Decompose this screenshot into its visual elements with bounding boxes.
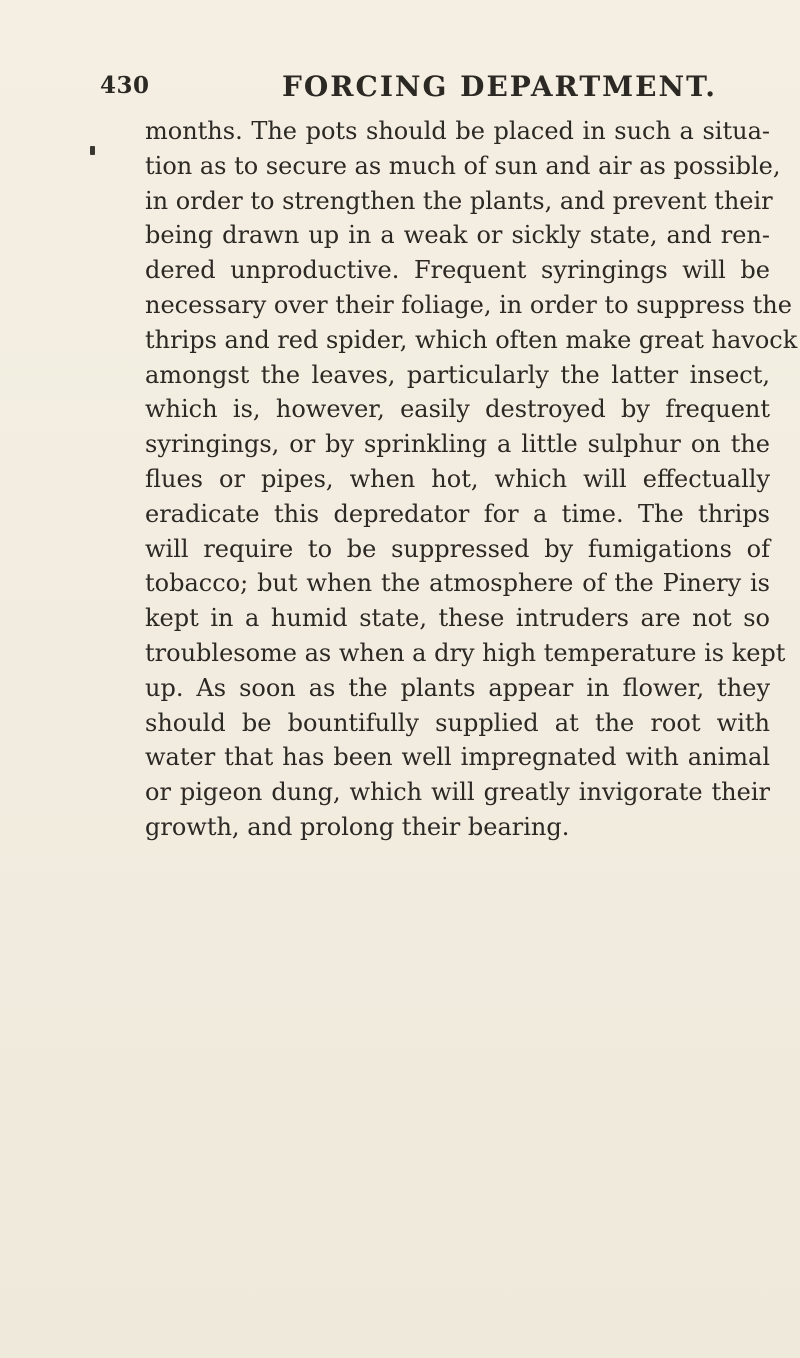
text-line: being drawn up in a weak or sickly state, and ren- (145, 221, 770, 250)
text-line: necessary over their foliage, in order to suppress the (145, 290, 792, 319)
text-line-last: growth, and prolong their bearing. (145, 812, 570, 841)
text-line: tion as to secure as much of sun and air as possible, (145, 151, 781, 180)
text-line: amongst the leaves, particularly the latter insect, (145, 360, 770, 389)
body-paragraph (145, 114, 798, 845)
text-line: eradicate this depredator for a time. The thrips (145, 499, 770, 528)
text-line: syringings, or by sprinkling a little sulphur on the (145, 430, 770, 459)
text-line: thrips and red spider, which often make great havock (145, 325, 798, 354)
page-number: 430 (100, 72, 150, 99)
running-title: FORCING DEPARTMENT. (282, 70, 718, 103)
text-line: up. As soon as the plants appear in flower, they (145, 673, 770, 702)
text-line: or pigeon dung, which will greatly invigorate their (145, 778, 770, 807)
text-line: dered unproductive. Frequent syringings will be (145, 256, 770, 285)
text-line: in order to strengthen the plants, and prevent their (145, 186, 773, 215)
text-line: should be bountifully supplied at the root with (145, 708, 770, 737)
text-line: flues or pipes, when hot, which will effectually (145, 464, 770, 493)
text-line: months. The pots should be placed in such a situa- (145, 117, 770, 145)
margin-mark (90, 146, 95, 155)
text-line: kept in a humid state, these intruders are not so (145, 604, 770, 633)
text-line: which is, however, easily destroyed by frequent (145, 395, 770, 424)
text-line: tobacco; but when the atmosphere of the Pinery is (145, 569, 770, 598)
text-line: will require to be suppressed by fumigations of (145, 534, 770, 563)
text-line: water that has been well impregnated with animal (145, 743, 770, 772)
text-line: troublesome as when a dry high temperature is kept (145, 638, 786, 667)
running-head (100, 72, 780, 112)
